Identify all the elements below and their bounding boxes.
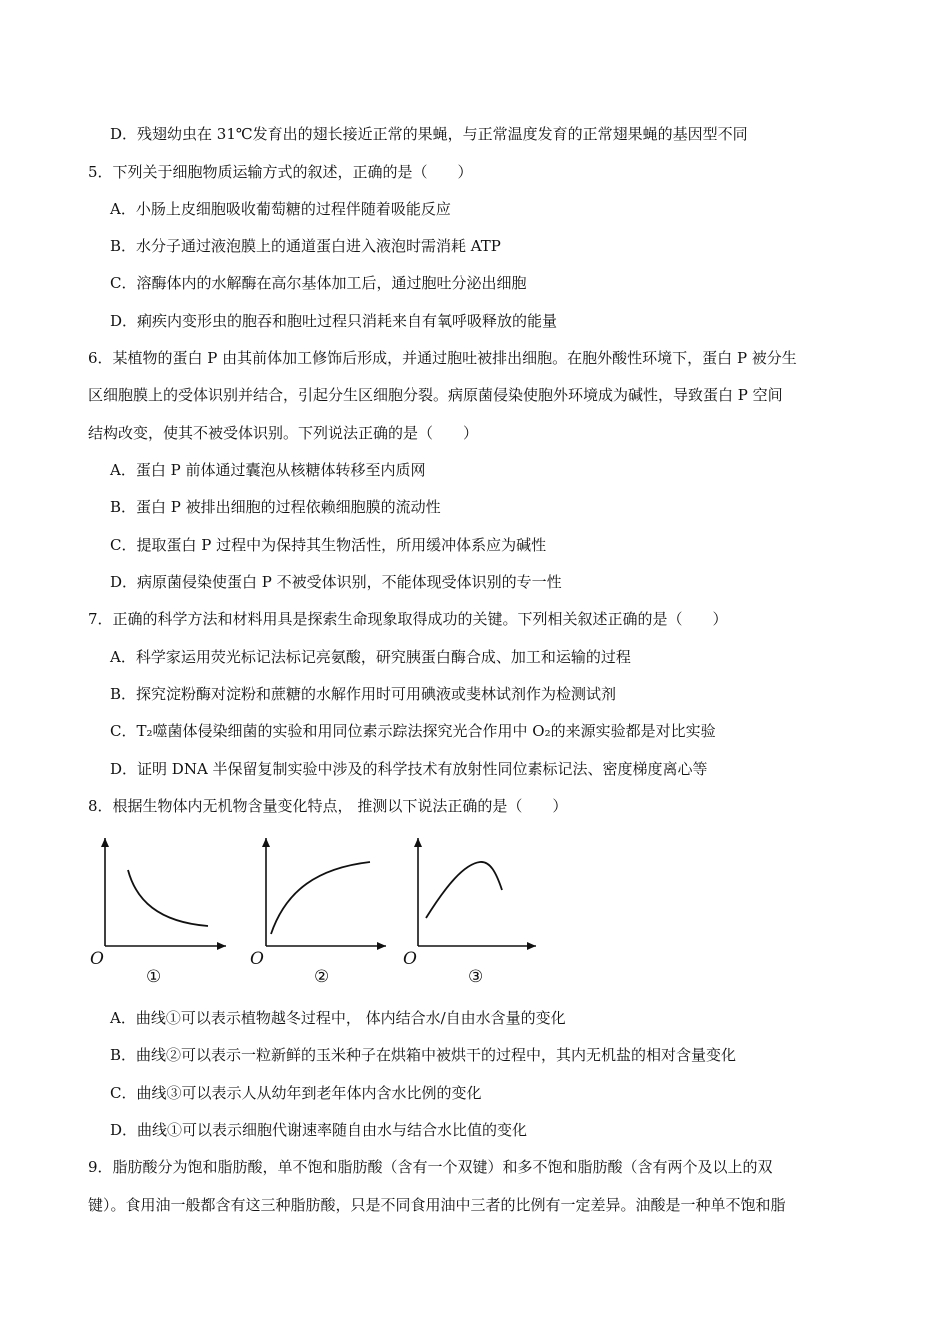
graph-1-y-arrow	[101, 838, 109, 847]
graph-2	[250, 838, 386, 987]
graph-3-x-arrow	[527, 942, 536, 950]
q9-stem-line2: 键）。食用油一般都含有这三种脂肪酸，只是不同食用油中三者的比例有一定差异。油酸是一种单不饱和脂	[88, 1196, 786, 1214]
graph-3-label: ③	[468, 967, 484, 987]
graph-2-curve	[271, 862, 370, 934]
q7-option-d: D．证明 DNA 半保留复制实验中涉及的科学技术有放射性同位素标记法、密度梯度离心等	[110, 760, 708, 778]
q6-option-a: A．蛋白 P 前体通过囊泡从核糖体转移至内质网	[110, 461, 426, 479]
q5-option-b: B．水分子通过液泡膜上的通道蛋白进入液泡时需消耗 ATP	[110, 237, 501, 255]
q5-option-c: C．溶酶体内的水解酶在高尔基体加工后，通过胞吐分泌出细胞	[110, 274, 527, 292]
q6-stem-line1: 6．某植物的蛋白 P 由其前体加工修饰后形成，并通过胞吐被排出细胞。在胞外酸性环境下，蛋白 P 被分生	[88, 349, 797, 367]
q7-option-b: B．探究淀粉酶对淀粉和蔗糖的水解作用时可用碘液或斐林试剂作为检测试剂	[110, 685, 617, 703]
q8-option-c: C．曲线③可以表示人从幼年到老年体内含水比例的变化	[110, 1084, 482, 1102]
q7-option-a: A．科学家运用荧光标记法标记亮氨酸，研究胰蛋白酶合成、加工和运输的过程	[110, 648, 631, 666]
q8-figure-svg	[88, 830, 548, 990]
graph-1-label: ①	[146, 967, 162, 987]
graph-1-x-arrow	[217, 942, 226, 950]
q6-stem-line3: 结构改变，使其不被受体识别。下列说法正确的是（ ）	[88, 424, 479, 442]
q8-option-a: A．曲线①可以表示植物越冬过程中， 体内结合水/自由水含量的变化	[110, 1009, 566, 1027]
q8-option-d: D．曲线①可以表示细胞代谢速率随自由水与结合水比值的变化	[110, 1121, 528, 1139]
q5-option-a: A．小肠上皮细胞吸收葡萄糖的过程伴随着吸能反应	[110, 200, 451, 218]
graph-2-y-arrow	[262, 838, 270, 847]
q5-stem: 5．下列关于细胞物质运输方式的叙述，正确的是（ ）	[88, 163, 473, 181]
graph-3	[403, 838, 536, 987]
graph-1-origin: O	[90, 949, 104, 969]
graph-3-origin: O	[403, 949, 417, 969]
graph-2-x-arrow	[377, 942, 386, 950]
graph-2-label: ②	[314, 967, 330, 987]
q9-stem-line1: 9．脂肪酸分为饱和脂肪酸，单不饱和脂肪酸（含有一个双键）和多不饱和脂肪酸（含有两个及以上的双	[88, 1158, 773, 1176]
q6-stem-line2: 区细胞膜上的受体识别并结合，引起分生区细胞分裂。病原菌侵染使胞外环境成为碱性，导致蛋白 P 空间	[88, 386, 783, 404]
graph-1-curve	[128, 870, 208, 926]
q5-option-d: D．痢疾内变形虫的胞吞和胞吐过程只消耗来自有氧呼吸释放的能量	[110, 312, 558, 330]
graph-3-curve	[426, 862, 502, 918]
graph-2-origin: O	[250, 949, 264, 969]
q7-stem: 7．正确的科学方法和材料用具是探索生命现象取得成功的关键。下列相关叙述正确的是（ ）	[88, 610, 728, 628]
q6-option-d: D．病原菌侵染使蛋白 P 不被受体识别，不能体现受体识别的专一性	[110, 573, 562, 591]
q8-curve-figures	[88, 830, 548, 990]
q7-option-c: C．T₂噬菌体侵染细菌的实验和用同位素示踪法探究光合作用中 O₂的来源实验都是对比实验	[110, 722, 716, 740]
q8-option-b: B．曲线②可以表示一粒新鲜的玉米种子在烘箱中被烘干的过程中，其内无机盐的相对含量变化	[110, 1046, 737, 1064]
q6-option-c: C．提取蛋白 P 过程中为保持其生物活性，所用缓冲体系应为碱性	[110, 536, 547, 554]
q4-option-d: D．残翅幼虫在 31℃发育出的翅长接近正常的果蝇，与正常温度发育的正常翅果蝇的基因型不同	[110, 125, 748, 143]
graph-1	[90, 838, 226, 987]
q6-option-b: B．蛋白 P 被排出细胞的过程依赖细胞膜的流动性	[110, 498, 441, 516]
graph-3-y-arrow	[414, 838, 422, 847]
q8-stem: 8．根据生物体内无机物含量变化特点， 推测以下说法正确的是（ ）	[88, 797, 568, 815]
